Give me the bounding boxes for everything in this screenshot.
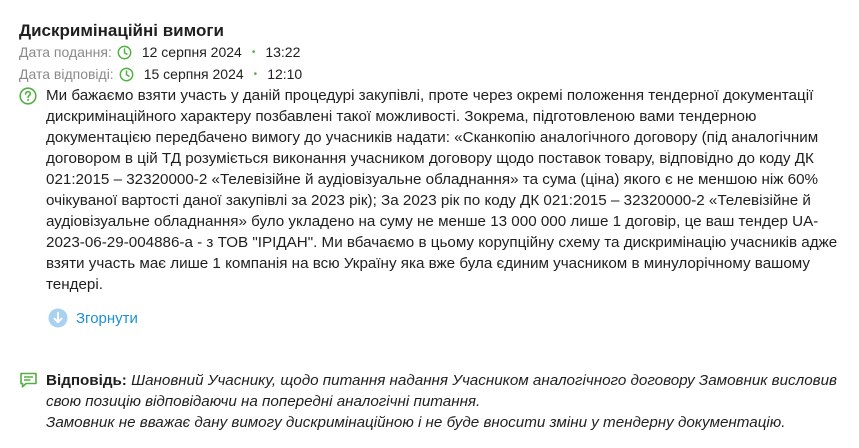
question-icon bbox=[19, 87, 37, 105]
question-text: Ми бажаємо взяти участь у даній процедурі закупівлі, проте через окремі положення тендерної документації дискримінаційного характеру позбавлені такої можливості. Зокрема, підготовленою вами тендерною документацією передбачено вимогу до учасників надати: «Сканкопію аналогічного договору (під аналогічним договором в цій ТД розуміється виконання учасником договору щодо поставок товару, відповідно до коду ДК 021:2015 – 32320000-2 «Телевізійне й аудіовізуальне обладнання» та сума (ціна) якого є не меншою ніж 60% очікуваної вартості даної закупівлі за 2023 рік); За 2023 рік по коду ДК 021:2015 – 32320000-2 «Телевізійне й аудіовізуальне обладнання» було укладено на суму не менше 13 000 000 лише 1 договір, це ваш тендер UA-2023-06-29-004886-a - з ТОВ "ІРІДАН". Ми вбачаємо в цьому корупційну схему та дискримінацію учасників адже взяти участь має лише 1 компанія на всю Україну яка вже була єдиним учасником в минулорічному вашому тендері. bbox=[46, 87, 838, 293]
answer-label: Відповідь: bbox=[46, 372, 127, 389]
answer-conclusion: Замовник не вважає дану вимогу дискримінаційною і не буде вносити зміни у тендерну документацію. bbox=[46, 414, 786, 431]
separator-dot: • bbox=[253, 68, 258, 80]
submitted-date: 12 серпня 2024 bbox=[141, 44, 242, 60]
clock-icon bbox=[117, 45, 132, 60]
answered-date: 15 серпня 2024 bbox=[143, 66, 244, 82]
submitted-time: 13:22 bbox=[265, 44, 301, 60]
submitted-date-row bbox=[19, 42, 300, 62]
chat-bubble-icon bbox=[19, 371, 38, 389]
collapse-button[interactable] bbox=[48, 307, 138, 329]
answer-body: Шановний Учаснику, щодо питання надання Учасником аналогічного договору Замовник висловив свою позицію відповідаючи на попередні аналогічні питання. bbox=[46, 372, 837, 410]
answered-date-label: Дата відповіді: bbox=[19, 66, 114, 82]
answer-text bbox=[46, 370, 846, 433]
submitted-date-label: Дата подання: bbox=[19, 44, 112, 60]
collapse-label[interactable]: Згорнути bbox=[76, 309, 138, 327]
complaint-title: Дискримінаційні вимоги bbox=[19, 21, 224, 40]
arrow-down-circle-icon bbox=[48, 308, 68, 328]
separator-dot: • bbox=[251, 46, 256, 58]
answered-date-row bbox=[19, 64, 302, 84]
answered-time: 12:10 bbox=[267, 66, 303, 82]
clock-icon bbox=[119, 67, 134, 82]
